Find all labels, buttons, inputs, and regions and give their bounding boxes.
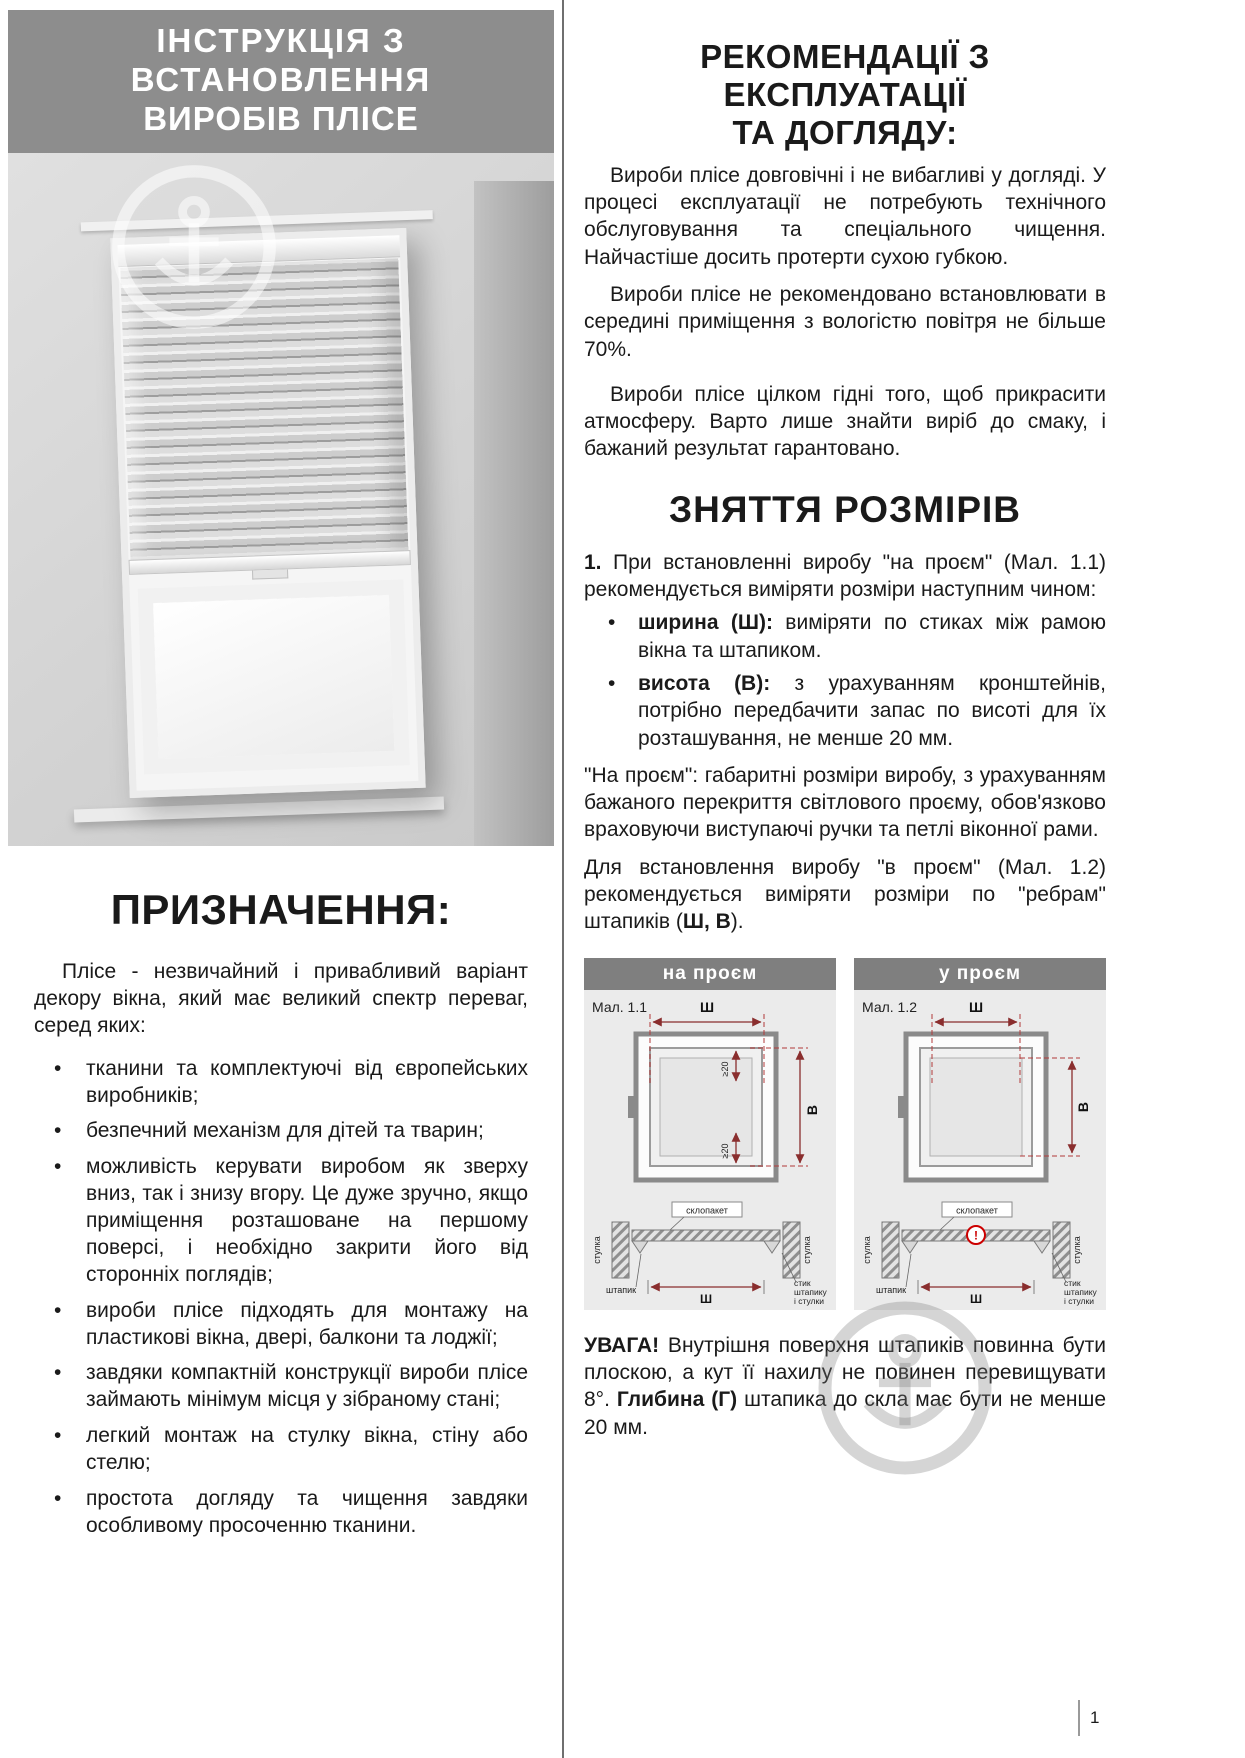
figure-caption: Мал. 1.1 — [592, 998, 648, 1015]
bead-label: штапик — [606, 1284, 637, 1295]
attention-text-1: Внутрішня поверхня штапиків повинна бути плоскою, а кут її нахилу не повинен перевищувати 8°. — [584, 1333, 1106, 1412]
step-number: 1. — [584, 550, 602, 574]
bullet-marker: • — [54, 1424, 62, 1448]
cross-section — [862, 1202, 1098, 1306]
care-heading-line-1: РЕКОМЕНДАЦІЇ З ЕКСПЛУАТАЦІЇ — [700, 38, 990, 113]
panel-body — [854, 990, 1106, 1310]
care-paragraph: Вироби плісе довговічні і не вибагливі у догляді. У процесі експлуатації не потребують технічного обслуговування та спеціального чищення. Найчастіше досить протерти сухою губкою. — [584, 163, 1106, 269]
height-label: В — [1075, 1101, 1091, 1112]
attention-text-2: штапика до скла має бути не менше 20 мм. — [584, 1388, 1106, 1439]
sash-label-right: стулка — [1072, 1235, 1082, 1264]
diagram-figure-1-2 — [854, 990, 1106, 1310]
min20-label: ≥20 — [720, 1061, 730, 1077]
joint-label-line-2: штапику — [794, 1286, 827, 1297]
bullet-marker: • — [54, 1361, 62, 1385]
depth-term: Глибина (Г) — [616, 1388, 738, 1412]
para2-suffix: ). — [730, 910, 744, 934]
para2-prefix: Для встановлення виробу "в проєм" (Мал. 1.2) рекомендується виміряти розміри по "ребрам" штапиків ( — [584, 855, 1106, 934]
panel-banner: на проєм — [584, 958, 836, 990]
purpose-list-item-text: безпечний механізм для дітей та тварин; — [86, 1119, 484, 1143]
page-number-divider — [1078, 1700, 1080, 1736]
term-width-desc: виміряти по стиках між рамою вікна та штапиком. — [638, 611, 1106, 662]
purpose-list-item-text: можливість керувати виробом як зверху вниз, так і знизу вгору. Це дуже зручно, якщо приміщення розташоване на першому поверсі, і необхідно закрити його від сторонніх поглядів; — [86, 1155, 528, 1286]
column-divider — [562, 0, 564, 1758]
blind-handle-tab — [252, 569, 288, 579]
page-number — [1078, 1700, 1099, 1736]
measuring-paragraph-1: "На проєм": габаритні розміри виробу, з урахуванням бажаного перекриття світлового проєму, обов'язково враховуючи виступаючі ручки та петлі віконної рами. — [584, 763, 1106, 842]
warning-point-icon — [967, 1226, 985, 1244]
purpose-list-item — [54, 1298, 528, 1352]
banner-line-1: ІНСТРУКЦІЯ З ВСТАНОВЛЕННЯ — [130, 22, 432, 98]
banner-line-2: ВИРОБІВ ПЛІСЕ — [143, 99, 419, 137]
purpose-list-item-text: простота догляду та чищення завдяки особливому просоченню тканини. — [86, 1486, 528, 1537]
window-sill — [74, 796, 444, 822]
sash-label-left: стулка — [862, 1235, 872, 1264]
width-label: Ш — [968, 998, 984, 1015]
joint-label-line-2: штапику — [1064, 1286, 1097, 1297]
page-number-value: 1 — [1090, 1708, 1100, 1727]
glazing-label: склопакет — [956, 1205, 998, 1216]
right-column — [584, 38, 1106, 1441]
measuring-paragraph-2 — [584, 854, 1106, 936]
panel-body — [584, 990, 836, 1310]
joint-label-line-3: і стулки — [1064, 1295, 1094, 1306]
purpose-list-item — [54, 1360, 528, 1414]
care-heading-line-2: ТА ДОГЛЯДУ: — [732, 113, 958, 151]
bullet-marker: • — [54, 1298, 62, 1322]
diagram-panel-u-proem — [854, 958, 1106, 1310]
term-width: ширина (Ш): — [638, 611, 773, 635]
measuring-list — [608, 609, 1106, 751]
left-column — [8, 10, 554, 1549]
window-glass — [153, 595, 394, 759]
bullet-marker: • — [608, 611, 616, 635]
bullet-marker: • — [54, 1119, 62, 1143]
cross-section — [592, 1202, 828, 1306]
care-heading — [584, 38, 1106, 152]
wall-reveal-shade — [474, 181, 554, 846]
attention-label: УВАГА! — [584, 1333, 660, 1357]
measuring-list-item — [608, 609, 1106, 664]
left-header-banner — [8, 10, 554, 153]
joint-label-line-1: стик — [1064, 1277, 1081, 1288]
purpose-list-item — [54, 1056, 528, 1110]
step-text: При встановленні виробу "на проєм" (Мал. 1.1) рекомендується виміряти розміри наступним чином: — [584, 550, 1106, 602]
care-paragraph: Вироби плісе цілком гідні того, щоб прикрасити атмосферу. Варто лише знайти виріб до смаку, і бажаний результат гарантовано. — [584, 382, 1106, 461]
height-label: В — [804, 1104, 820, 1115]
diagram-panel-na-proem — [584, 958, 836, 1310]
min20-label: ≥20 — [720, 1143, 730, 1159]
joint-label-line-1: стик — [794, 1277, 811, 1288]
joint-label-line-3: і стулки — [794, 1295, 824, 1306]
measuring-step-1 — [584, 549, 1106, 604]
attention-paragraph — [584, 1332, 1106, 1441]
term-height: висота (В): — [638, 671, 771, 695]
purpose-list — [54, 1056, 528, 1540]
figure-caption: Мал. 1.2 — [862, 998, 918, 1015]
width-label-bottom: Ш — [699, 1291, 713, 1306]
purpose-intro: Плісе - незвичайний і привабливий варіант декору вікна, який має великий спектр переваг, серед яких: — [34, 959, 528, 1038]
width-label-bottom: Ш — [969, 1291, 983, 1306]
purpose-list-item-text: вироби плісе підходять для монтажу на пластикові вікна, двері, балкони та лоджії; — [86, 1298, 528, 1349]
bullet-marker: • — [54, 1486, 62, 1510]
measuring-list-item-text — [638, 670, 1106, 752]
window-handle — [898, 1096, 905, 1118]
purpose-list-item-text: завдяки компактній конструкції вироби плісе займають мінімум місця у зібраному стані; — [86, 1361, 528, 1412]
glazing-label: склопакет — [686, 1205, 728, 1216]
width-label: Ш — [699, 998, 715, 1015]
diagram-figure-1-1 — [584, 990, 836, 1310]
window-handle — [628, 1096, 635, 1118]
purpose-list-item — [54, 1118, 528, 1145]
bead-label: штапик — [876, 1284, 907, 1295]
purpose-list-item — [54, 1423, 528, 1477]
term-height-desc: з урахуванням кронштейнів, потрібно передбачити запас по висоті для їх розташування, не менше 20 мм. — [638, 671, 1106, 750]
purpose-heading: ПРИЗНАЧЕННЯ: — [110, 885, 452, 933]
bullet-marker: • — [54, 1155, 62, 1179]
diagram-panels — [584, 958, 1106, 1310]
warning-exclamation: ! — [974, 1228, 978, 1243]
bullet-marker: • — [54, 1056, 62, 1080]
purpose-list-item — [54, 1154, 528, 1288]
window-sash — [138, 579, 410, 774]
mounting-rail — [81, 210, 433, 231]
panel-banner: у проєм — [854, 958, 1106, 990]
window-drawing — [898, 1034, 1046, 1180]
sash-label-left: стулка — [592, 1235, 602, 1264]
pleated-fabric — [120, 258, 408, 560]
sash-label-right: стулка — [802, 1235, 812, 1264]
purpose-list-item-text: тканини та комплектуючі від європейських виробників; — [86, 1056, 528, 1107]
measuring-heading: ЗНЯТТЯ РОЗМІРІВ — [668, 488, 1021, 530]
purpose-list-item — [54, 1486, 528, 1540]
bullet-marker: • — [608, 671, 616, 695]
care-paragraph: Вироби плісе не рекомендовано встановлювати в середині приміщення з вологістю повітря не більше 70%. — [584, 283, 1106, 361]
blind-illustration — [8, 153, 554, 846]
measuring-list-item-text — [638, 609, 1106, 664]
window-render — [110, 228, 425, 798]
purpose-list-item-text: легкий монтаж на стулку вікна, стіну або стелю; — [86, 1424, 528, 1475]
para2-bold: Ш, В — [682, 910, 731, 934]
measuring-list-item — [608, 670, 1106, 752]
